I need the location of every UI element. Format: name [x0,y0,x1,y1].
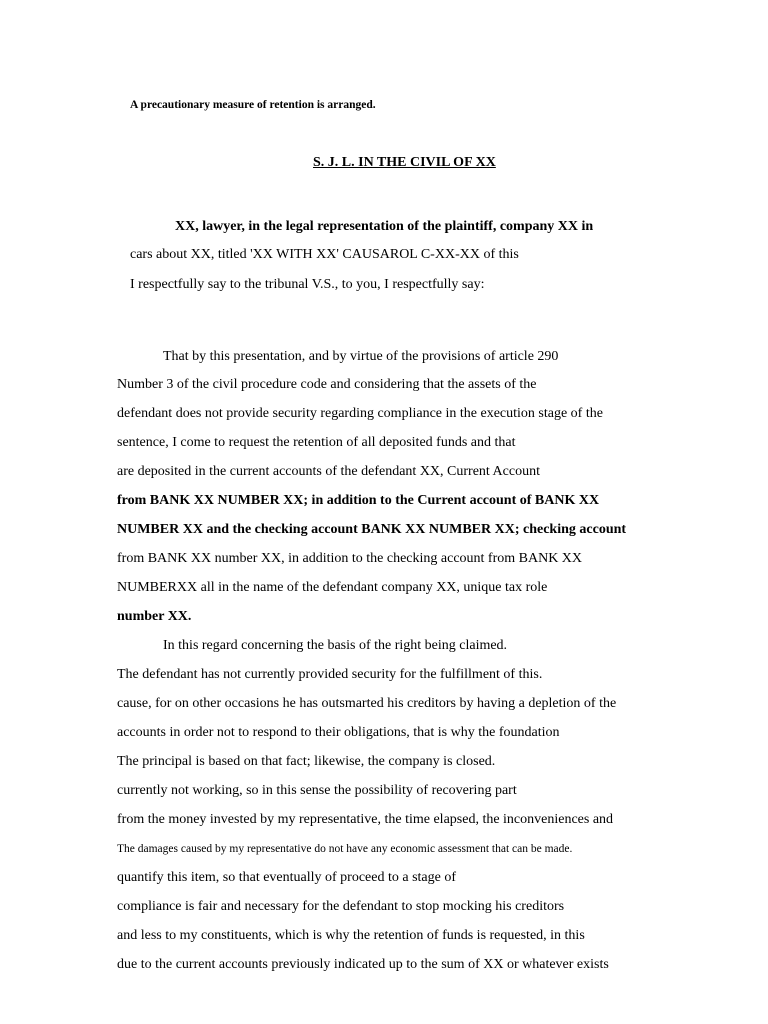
body-line-4: sentence, I come to request the retention of all deposited funds and that [117,435,516,450]
body-line-9: NUMBERXX all in the name of the defendant company XX, unique tax role [117,580,548,595]
body-line-20: compliance is fair and necessary for the defendant to stop mocking his creditors [117,899,565,914]
body-line-15: The principal is based on that fact; likewise, the company is closed. [117,754,496,769]
body-line-18: The damages caused by my representative do not have any economic assessment that can be made. [117,843,573,855]
body-line-5: are deposited in the current accounts of the defendant XX, Current Account [117,464,540,479]
body-line-3: defendant does not provide security regarding compliance in the execution stage of the [117,406,603,421]
body-line-12: The defendant has not currently provided security for the fulfillment of this. [117,667,543,682]
intro-line-1: XX, lawyer, in the legal representation of the plaintiff, company XX in [175,219,594,234]
intro-line-3: I respectfully say to the tribunal V.S., to you, I respectfully say: [130,277,485,292]
precautionary-note: A precautionary measure of retention is arranged. [130,99,376,111]
body-line-8: from BANK XX number XX, in addition to the checking account from BANK XX [117,551,583,566]
body-line-22: due to the current accounts previously indicated up to the sum of XX or whatever exists [117,957,609,972]
body-line-16: currently not working, so in this sense the possibility of recovering part [117,783,517,798]
body-line-14: accounts in order not to respond to their obligations, that is why the foundation [117,725,560,740]
body-line-1: That by this presentation, and by virtue of the provisions of article 290 [163,349,559,364]
body-line-10: number XX. [117,609,192,624]
intro-line-2: cars about XX, titled 'XX WITH XX' CAUSAROL C-XX-XX of this [130,247,519,262]
body-line-19: quantify this item, so that eventually of proceed to a stage of [117,870,457,885]
court-heading: S. J. L. IN THE CIVIL OF XX [313,155,496,170]
body-line-17: from the money invested by my representative, the time elapsed, the inconveniences and [117,812,614,827]
body-line-11: In this regard concerning the basis of the right being claimed. [163,638,508,653]
body-line-2: Number 3 of the civil procedure code and considering that the assets of the [117,377,537,392]
body-line-7: NUMBER XX and the checking account BANK XX NUMBER XX; checking account [117,522,627,537]
body-line-13: cause, for on other occasions he has outsmarted his creditors by having a depletion of the [117,696,617,711]
body-line-21: and less to my constituents, which is why the retention of funds is requested, in this [117,928,585,943]
body-line-6: from BANK XX NUMBER XX; in addition to the Current account of BANK XX [117,493,600,508]
